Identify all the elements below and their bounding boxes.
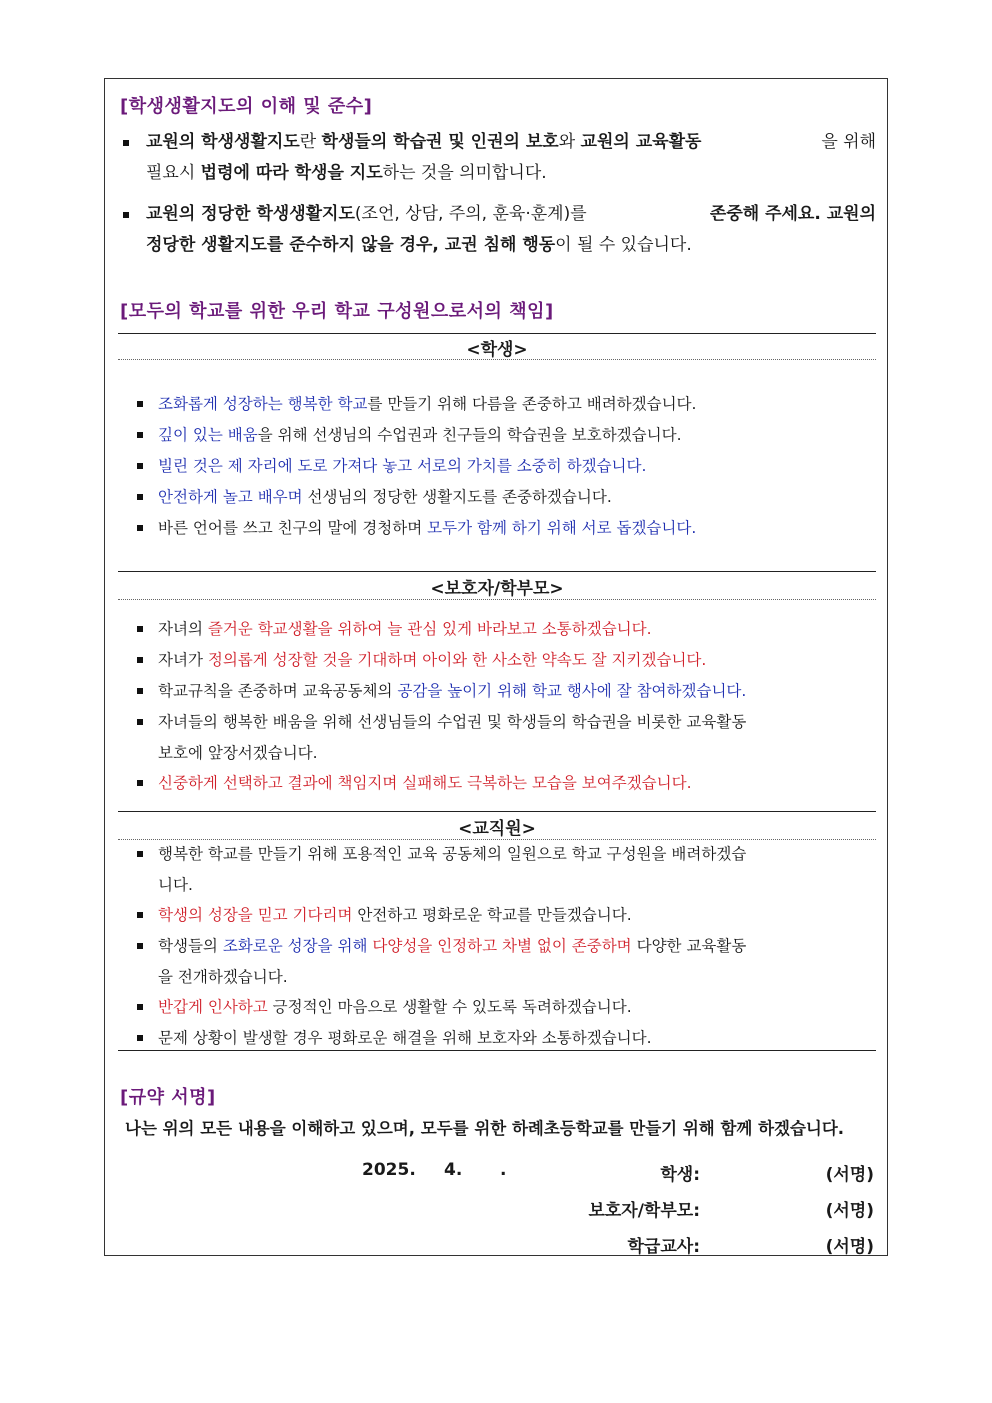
- text-span: 모두가 함께 하기 위해 서로 돕겠습니다.: [427, 519, 697, 537]
- text-span: 존중해 주세요. 교원의: [709, 204, 876, 224]
- text-span: 다양한 교육활동: [631, 937, 747, 955]
- bullet-icon: [137, 494, 143, 500]
- staff-item: [158, 992, 866, 1023]
- understanding-paragraph-1: [146, 127, 876, 189]
- text-span: 이 될 수 있습니다.: [555, 235, 692, 255]
- staff-title: <교직원>: [458, 819, 536, 839]
- students-item: [158, 389, 866, 420]
- students-item: [158, 420, 866, 451]
- text-span: 선생님의 정당한 생활지도를 존중하겠습니다.: [302, 488, 612, 506]
- text-span: 정의롭게 성장할 것을 기대하며 아이와 한 사소한 약속도 잘 지키겠습니다.: [207, 651, 707, 669]
- text-span: 와: [558, 132, 581, 152]
- text-span: 필요시: [146, 163, 201, 183]
- bullet-icon: [123, 212, 129, 218]
- student-sign[interactable]: (서명): [825, 1165, 874, 1185]
- teacher-sign[interactable]: (서명): [825, 1237, 874, 1257]
- students-title: <학생>: [466, 340, 528, 360]
- dotted-divider: [118, 359, 876, 360]
- date-month: 4.: [444, 1160, 463, 1180]
- text-span: 를 만들기 위해 다름을 존중하고 배려하겠습니다.: [367, 395, 697, 413]
- parent-role: 보호자/학부모:: [588, 1201, 700, 1221]
- bullet-icon: [137, 1035, 143, 1041]
- text-span: 학생들의: [158, 937, 223, 955]
- bullet-icon: [137, 525, 143, 531]
- bullet-icon: [137, 780, 143, 786]
- text-span: 교원의 교육활동: [580, 132, 702, 152]
- text-span: 법령에 따라 학생을 지도: [200, 163, 383, 183]
- bullet-icon: [123, 140, 129, 146]
- text-span: 깊이 있는 배움: [158, 426, 258, 444]
- bullet-icon: [137, 432, 143, 438]
- parent-sign[interactable]: (서명): [825, 1201, 874, 1221]
- understanding-paragraph-2: [146, 199, 876, 261]
- parents-title: <보호자/학부모>: [430, 579, 564, 599]
- date-day: .: [500, 1160, 507, 1180]
- text-span: 정당한 생활지도를 준수하지 않을 경우, 교권 침해 행동: [146, 235, 556, 255]
- text-span: 니다.: [158, 876, 193, 894]
- bullet-icon: [137, 401, 143, 407]
- text-span: (조언, 상담, 주의, 훈육·훈계)를: [354, 204, 587, 224]
- understanding-heading: [학생생활지도의 이해 및 준수]: [120, 96, 373, 117]
- text-span: 즐거운 학교생활을 위하여 늘 관심 있게 바라보고 소통하겠습니다.: [207, 620, 652, 638]
- text-span: 행복한 학교를 만들기 위해 포용적인 교육 공동체의 일원으로 학교 구성원을 배려하겠습: [158, 845, 747, 863]
- students-item: [158, 482, 866, 513]
- responsibility-heading: [모두의 학교를 위한 우리 학교 구성원으로서의 책임]: [120, 301, 554, 322]
- divider: [118, 1050, 876, 1051]
- text-span: 조화로운 성장을 위해: [222, 937, 368, 955]
- text-span: 자녀의: [158, 620, 208, 638]
- text-span: 교원의 정당한 학생생활지도: [146, 204, 355, 224]
- bullet-icon: [137, 463, 143, 469]
- parents-item: [158, 614, 866, 645]
- text-span: 학생의 성장을 믿고 기다리며: [158, 906, 353, 924]
- text-span: 자녀가: [158, 651, 208, 669]
- text-span: 을 위해: [821, 132, 876, 152]
- signature-heading: [규약 서명]: [120, 1087, 216, 1108]
- staff-item: [158, 839, 866, 901]
- text-span: 교원의 학생생활지도: [146, 132, 300, 152]
- students-item: [158, 451, 866, 482]
- divider: [118, 571, 876, 572]
- date-year: 2025.: [362, 1160, 416, 1180]
- bullet-icon: [137, 626, 143, 632]
- text-span: 반갑게 인사하고: [158, 998, 268, 1016]
- text-span: 조화롭게 성장하는 행복한 학교: [158, 395, 368, 413]
- text-span: 빌린 것은 제 자리에 도로 가져다 놓고 서로의 가치를 소중히 하겠습니다.: [158, 457, 647, 475]
- text-span: 을 위해 선생님의 수업권과 친구들의 학습권을 보호하겠습니다.: [257, 426, 682, 444]
- staff-item: [158, 900, 866, 931]
- text-span: 신중하게 선택하고 결과에 책임지며 실패해도 극복하는 모습을 보여주겠습니다.: [158, 774, 692, 792]
- parents-item: [158, 707, 866, 769]
- text-span: 보호에 앞장서겠습니다.: [158, 744, 318, 762]
- signature-statement: 나는 위의 모든 내용을 이해하고 있으며, 모두를 위한 하례초등학교를 만들기 위해 함께 하겠습니다.: [125, 1119, 845, 1138]
- student-role: 학생:: [660, 1165, 700, 1185]
- dotted-divider: [118, 599, 876, 600]
- bullet-icon: [137, 851, 143, 857]
- text-span: 공감을 높이기 위해 학교 행사에 잘 참여하겠습니다.: [397, 682, 747, 700]
- bullet-icon: [137, 912, 143, 918]
- text-span: 문제 상황이 발생할 경우 평화로운 해결을 위해 보호자와 소통하겠습니다.: [158, 1029, 652, 1047]
- bullet-icon: [137, 688, 143, 694]
- bullet-icon: [137, 1004, 143, 1010]
- parents-item: [158, 676, 866, 707]
- students-item: [158, 513, 866, 544]
- text-span: 학교규칙을 존중하며 교육공동체의: [158, 682, 398, 700]
- bullet-icon: [137, 943, 143, 949]
- text-span: 하는 것을 의미합니다.: [382, 163, 547, 183]
- divider: [118, 333, 876, 334]
- teacher-role: 학급교사:: [627, 1237, 700, 1257]
- text-span: 바른 언어를 쓰고 친구의 말에 경청하며: [158, 519, 428, 537]
- text-span: 을 전개하겠습니다.: [158, 968, 288, 986]
- parents-item: [158, 645, 866, 676]
- text-span: 안전하고 평화로운 학교를 만들겠습니다.: [352, 906, 632, 924]
- text-span: 긍정적인 마음으로 생활할 수 있도록 독려하겠습니다.: [267, 998, 632, 1016]
- text-span: 란: [299, 132, 322, 152]
- text-span: 안전하게 놀고 배우며: [158, 488, 303, 506]
- parents-item: [158, 768, 866, 799]
- staff-item: [158, 931, 866, 993]
- text-span: 다양성을 인정하고 차별 없이 존중하며: [367, 937, 632, 955]
- bullet-icon: [137, 657, 143, 663]
- text-span: 학생들의 학습권 및 인권의 보호: [321, 132, 559, 152]
- text-span: 자녀들의 행복한 배움을 위해 선생님들의 수업권 및 학생들의 학습권을 비롯한 교육활동: [158, 713, 747, 731]
- bullet-icon: [137, 719, 143, 725]
- divider: [118, 811, 876, 812]
